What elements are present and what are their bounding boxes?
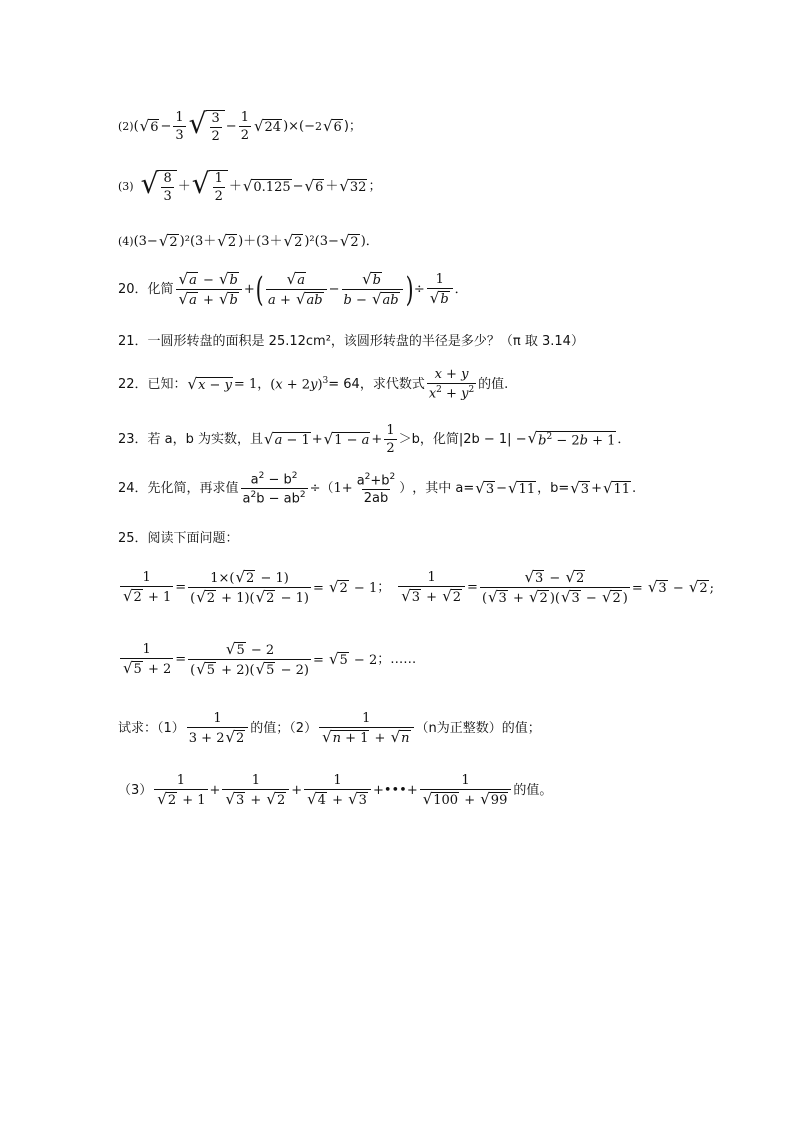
question-23: 23．若 a，b 为实数，且 √ a − 1 + √ 1 − a + $\frac{1}{2}$ ＞b，化简|2b − 1| − √ $b^2 - 2b + 1$ ． xyxy=(118,423,631,456)
question-24: 24．先化简，再求值 $\frac{a^2 - b^2}{a^2b - ab^2}$ ÷（1+ $\frac{a^2+b^2}{2ab}$ ） ，其中 a= √ 3 − √ 11 ，b= √ 3 + √ 11 . xyxy=(118,471,637,507)
example-line-1: 1 √ 2 + 1 = 1×( √ 2 − 1) ( √ 2 + 1)( √ 2 − 1) = √ 2 − 1 ； 1 √ 3 + √ 2 = √ 3 − √ 2 ( √ 3 + √ 2 )( √ 3 − √ 2 ) = √ 3 − √ 2 ; xyxy=(118,570,714,605)
problem-4: (4) (3− √ 2 )²(3＋ √ 2 )＋(3＋ √ 2 )²(3− √ 2 )． xyxy=(118,232,379,250)
problem-3: (3) √ $\frac{8}{3}$ ＋ √ $\frac{1}{2}$ ＋ √ 0.125 − √ 6 ＋ √ 32 ； xyxy=(118,167,382,204)
example-line-2: 1 √ 5 + 2 = √ 5 − 2 ( √ 5 + 2)( √ 5 − 2) = √ 5 − 2 ；…… xyxy=(118,642,416,677)
question-25-label: 25．阅读下面问题： xyxy=(118,531,239,546)
question-21: 21．一圆形转盘的面积是 25.12cm²，该圆形转盘的半径是多少？（π 取 3.14） xyxy=(118,334,584,349)
question-22: 22．已知： √ x − y = 1， $(x + 2y)^3$ = 64，求代数式 $\frac{x + y}{x^2 + y^2}$ 的值. xyxy=(118,367,509,402)
question-20: 20．化简 √ a − √ b √ a + √ b + ( √ a a + √ ab − √ b b − √ ab ) ÷ 1 √ b ． xyxy=(118,269,468,310)
problem-2: (2) ( √ 6 − $\frac{1}{3}$ √ $\frac{3}{2}$ − $\frac{1}{2}$ √ 24 )×(− 2 √ 6 )； xyxy=(118,107,362,144)
question-25-ask-1-2: 试求：（1） 1 3 + 2 √ 2 的值；（2） 1 √ n + 1 + √ n （n为正整数）的值； xyxy=(118,711,541,746)
question-25-ask-3: （3） 1 √ 2 + 1 + 1 √ 3 + √ 2 + 1 √ 4 + √ 3 +•••+ 1 √ 100 + √ 99 的值。 xyxy=(118,773,553,808)
